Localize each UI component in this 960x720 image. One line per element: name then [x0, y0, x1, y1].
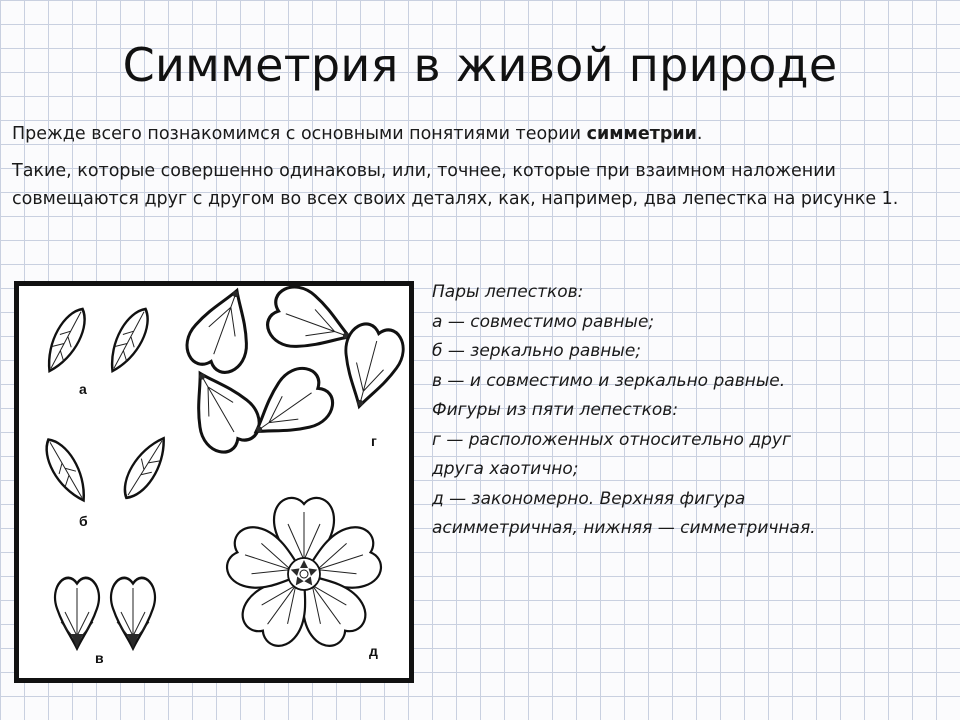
definition-paragraph: Такие, которые совершенно одинаковы, или, точнее, которые при взаимном наложении совмещаются друг с другом во всех своих деталях, как, например, два лепестка на рисунке 1. [12, 161, 899, 209]
intro-paragraph [12, 120, 942, 148]
caption-line: б — зеркально равные; [432, 341, 642, 361]
symmetric-flower-d [222, 498, 385, 653]
caption-line: г — расположенных относительно друг [432, 429, 791, 450]
pair-b [38, 432, 173, 506]
petals-illustration [19, 286, 409, 678]
slide-title: Симметрия в живой природе [122, 38, 838, 92]
caption-line: в — и совместимо и зеркально равные. [432, 370, 786, 391]
label-b: б [79, 513, 88, 529]
caption-line: асимметричная, нижняя — симметричная. [432, 518, 816, 538]
label-v: в [95, 650, 104, 666]
figure-caption [432, 278, 932, 544]
label-d: д [369, 643, 378, 659]
intro-text: Прежде всего познакомимся с основными понятиями теории [12, 124, 587, 144]
pair-a [39, 303, 156, 376]
label-g: г [371, 433, 377, 449]
label-a: а [79, 381, 87, 397]
intro-end: . [696, 124, 703, 144]
pair-v [55, 578, 155, 649]
caption-line: друга хаотично; [432, 459, 579, 479]
caption-line: д — закономерно. Верхняя фигура [432, 488, 746, 509]
caption-line: Фигуры из пяти лепестков: [432, 400, 679, 420]
petals-figure [14, 281, 414, 683]
intro-bold-term: симметрии [586, 124, 697, 144]
caption-line: Пары лепестков: [432, 282, 584, 302]
caption-line: а — совместимо равные; [432, 311, 655, 332]
